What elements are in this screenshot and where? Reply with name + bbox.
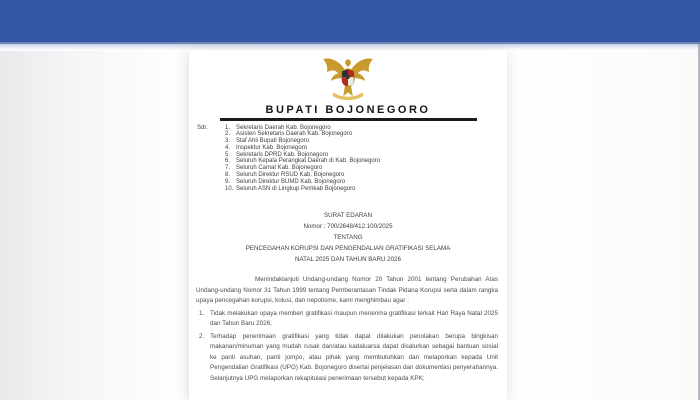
- recipient-text: Seluruh ASN di Lingkup Pemkab Bojonegoro: [236, 185, 356, 192]
- recipient-number: 6.: [225, 158, 231, 165]
- recipient-item: [225, 158, 507, 165]
- recipient-number: 1.: [225, 124, 231, 131]
- about-label: TENTANG: [333, 234, 363, 242]
- recipient-text: Sekretaris DPRD Kab. Bojonegoro: [236, 151, 329, 158]
- body-point: [199, 309, 498, 330]
- doc-number-line: Nomor : 700/2648/412.100/2025: [303, 223, 393, 231]
- point-number: 2.: [199, 332, 205, 340]
- subject-title-line2: NATAL 2025 DAN TAHUN BARU 2026: [295, 256, 401, 264]
- letterhead-divider-rule: [220, 118, 477, 121]
- recipient-number: 5.: [225, 151, 231, 158]
- recipient-text: Seluruh Direktur RSUD Kab. Bojonegoro: [236, 172, 345, 179]
- garuda-pancasila-emblem: [321, 56, 375, 102]
- recipient-text: Sekretaris Daerah Kab. Bojonegoro: [236, 124, 331, 131]
- recipient-text: Seluruh Camat Kab. Bojonegoro: [236, 165, 323, 172]
- recipient-text: Staf Ahli Bupati Bojonegoro: [236, 138, 310, 145]
- recipient-text: Inspektur Kab. Bojonegoro: [236, 144, 308, 151]
- body-point: [199, 332, 498, 385]
- recipient-number: 2.: [225, 131, 231, 138]
- recipient-item: [225, 138, 507, 145]
- recipient-item: [225, 179, 507, 186]
- recipient-block: [197, 125, 507, 193]
- recipient-item: [225, 165, 507, 172]
- subject-block: [189, 210, 507, 265]
- doc-type-heading: SURAT EDARAN: [324, 212, 372, 220]
- letter-page: [189, 50, 507, 400]
- recipient-item: [225, 152, 507, 159]
- recipient-number: 8.: [225, 172, 231, 179]
- recipient-item: [225, 172, 507, 179]
- recipient-text: Asisten Sekretaris Daerah Kab. Bojonegoro: [236, 131, 353, 138]
- opening-paragraph: Menindaklanjuti Undang-undang Nomor 20 Tahun 2001 tentang Perubahan Atas Undang-undang Nomor 31 Tahun 1999 tentang Pemberantasan Tindak Pidana Korupsi serta dalam rangka upaya pencegahan korupsi, kolusi, dan nepotisme, kami menghimbau agar :: [196, 276, 498, 305]
- recipient-number: 3.: [225, 138, 231, 145]
- point-text: Tidak melakukan upaya memberi gratifikasi maupun menerima gratifikasi terkait Hari Raya Natal 2025 dan Tahun Baru 2026;: [210, 309, 498, 328]
- recipient-number: 7.: [225, 165, 231, 172]
- top-blue-bar: [0, 0, 700, 42]
- recipient-text: Seluruh Direktur BUMD Kab. Bojonegoro: [236, 178, 346, 185]
- recipient-item: [225, 186, 507, 193]
- recipient-text: Seluruh Kepala Perangkat Daerah di Kab. Bojonegoro: [236, 158, 381, 165]
- recipient-item: [225, 145, 507, 152]
- recipient-item: [225, 125, 507, 132]
- recipient-salutation: Sdr.: [197, 124, 208, 131]
- recipient-list: [225, 125, 507, 193]
- recipient-number: 4.: [225, 144, 231, 151]
- letterhead-title: BUPATI BOJONEGORO: [265, 104, 431, 116]
- subject-title-line1: PENCEGAHAN KORUPSI DAN PENGENDALIAN GRATIFIKASI SELAMA: [245, 245, 451, 253]
- point-number: 1.: [199, 309, 205, 317]
- point-text: Terhadap penerimaan gratifikasi yang tidak dapat dilakukan penolakan berupa bingkisan makanan/minuman yang mudah rusak dan/atau kadaluarsa dapat disalurkan sebagai bantuan sosial ke panti asuhan, panti jompo, atau pihak yang membutuhkan dan melaporkan kepada Unit Pengendalian Gratifikasi (UPG) Kab. Bojonegoro disertai penjelasan dan dokumentasi penyerahannya. Selanjutnya UPG melaporkan rekapitulasi penerimaan tersebut kepada KPK;: [210, 332, 498, 382]
- recipient-number: 10.: [225, 185, 234, 192]
- recipient-item: [225, 131, 507, 138]
- recipient-number: 9.: [225, 178, 231, 185]
